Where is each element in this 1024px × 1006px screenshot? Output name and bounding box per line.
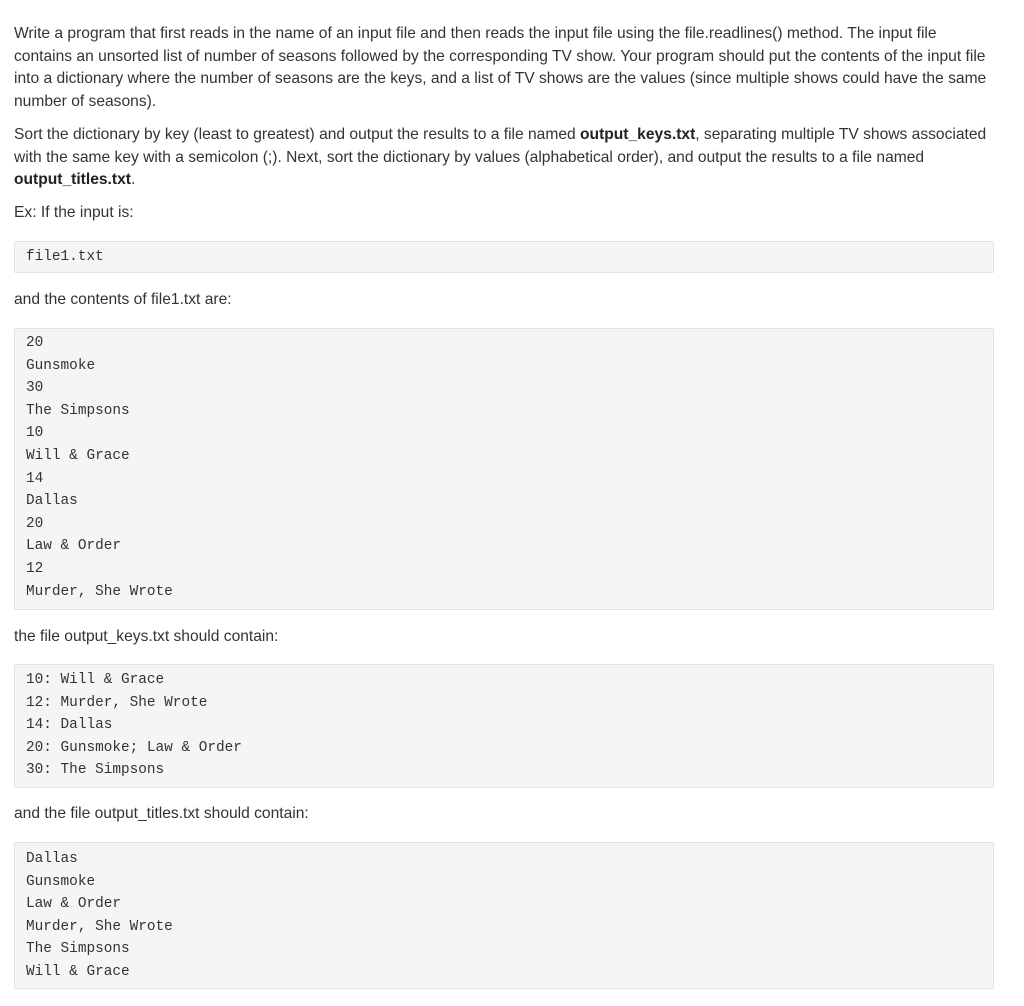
code-line: 30 (26, 380, 44, 397)
output-keys-code-block (14, 664, 994, 788)
code-line: file1.txt (26, 249, 104, 265)
code-line: 12 (26, 560, 44, 577)
sort-instructions-text: . (130, 171, 136, 189)
intro-paragraph: Write a program that first reads in the name of an input file and then reads the input file using the file.readlines() method. The input file contains an unsorted list of number of seasons followed by the corresponding TV show. Your program should put the contents of the input file into a dictionary where the number of seasons are the keys, and a list of TV shows are the values (since multiple shows could have the same number of seasons). (14, 25, 987, 110)
code-line: Will & Grace (26, 963, 130, 980)
code-line: 12: Murder, She Wrote (26, 694, 208, 711)
sort-instructions-paragraph (14, 124, 996, 192)
code-line: The Simpsons (26, 402, 130, 419)
titles-label: and the file output_titles.txt should contain: (14, 805, 309, 822)
code-line: Dallas (26, 493, 78, 510)
example-intro: Ex: If the input is: (14, 204, 134, 221)
code-line: Murder, She Wrote (26, 583, 173, 600)
code-line: Law & Order (26, 896, 121, 913)
code-line: 20 (26, 335, 44, 351)
code-line: 20 (26, 515, 44, 532)
code-line: Gunsmoke (26, 873, 96, 890)
sort-instructions-text: , separating multiple TV shows associated with the same key with a semicolon (;). Next, sort the dictionary by values (alphabetical order), and output the results to a file named (14, 126, 987, 166)
code-line: 14: Dallas (26, 717, 113, 734)
input-example-code-block (14, 241, 994, 273)
sort-instructions-text: Sort the dictionary by key (least to greatest) and output the results to a file named (14, 126, 581, 143)
contents-label: and the contents of file1.txt are: (14, 291, 232, 308)
code-line: Murder, She Wrote (26, 918, 173, 935)
code-line: Gunsmoke (26, 357, 96, 374)
output-titles-filename: output_titles.txt (14, 171, 131, 189)
code-line: 10 (26, 425, 44, 442)
code-line: Law & Order (26, 538, 121, 555)
code-line: 30: The Simpsons (26, 762, 165, 779)
code-line: The Simpsons (26, 941, 130, 958)
code-line: Dallas (26, 851, 78, 867)
output-titles-code-block (14, 842, 994, 989)
code-line: 10: Will & Grace (26, 672, 165, 688)
output-keys-filename: output_keys.txt (580, 126, 696, 143)
file-contents-code-block (14, 328, 994, 610)
code-line: Will & Grace (26, 447, 130, 464)
code-line: 14 (26, 470, 44, 487)
keys-label: the file output_keys.txt should contain: (14, 628, 279, 645)
code-line: 20: Gunsmoke; Law & Order (26, 739, 242, 756)
